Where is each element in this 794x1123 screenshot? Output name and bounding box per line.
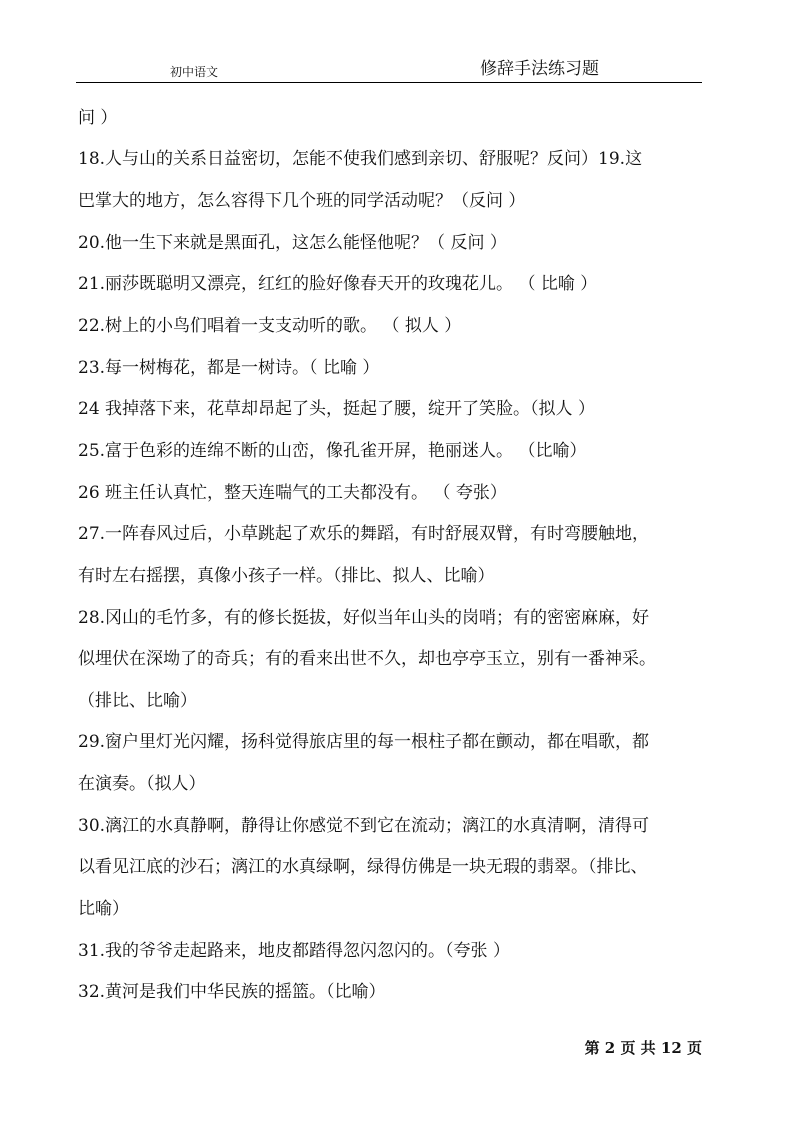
- text-line: 21.丽莎既聪明又漂亮，红红的脸好像春天开的玫瑰花儿。 （ 比喻 ）: [78, 274, 598, 294]
- text-line: 25.富于色彩的连绵不断的山峦，像孔雀开屏，艳丽迷人。 （比喻）: [78, 441, 587, 461]
- text-line: 30.漓江的水真静啊，静得让你感觉不到它在流动；漓江的水真清啊，清得可: [78, 816, 650, 836]
- text-line: 23.每一树梅花，都是一树诗。（ 比喻 ）: [78, 358, 380, 378]
- text-line: 问 ）: [78, 108, 118, 128]
- header-subject: 初中语文: [170, 65, 219, 79]
- text-line: 巴掌大的地方，怎么容得下几个班的同学活动呢？（反问 ）: [78, 191, 526, 211]
- text-line: 似埋伏在深坳了的奇兵；有的看来出世不久，却也亭亭玉立，别有一番神采。: [78, 649, 656, 669]
- text-line: （排比、比喻）: [78, 691, 197, 711]
- text-line: 22.树上的小鸟们唱着一支支动听的歌。 （ 拟人 ）: [78, 316, 462, 336]
- text-line: 28.冈山的毛竹多，有的修长挺拔，好似当年山头的岗哨；有的密密麻麻，好: [78, 608, 650, 628]
- text-line: 29.窗户里灯光闪耀，扬科觉得旅店里的每一根柱子都在颤动，都在唱歌，都: [78, 732, 650, 752]
- text-line: 27.一阵春风过后，小草跳起了欢乐的舞蹈，有时舒展双臂，有时弯腰触地，: [78, 524, 650, 544]
- text-line: 31.我的爷爷走起路来，地皮都踏得忽闪忽闪的。（夸张 ）: [78, 941, 510, 961]
- text-line: 以看见江底的沙石；漓江的水真绿啊，绿得仿佛是一块无瑕的翡翠。（排比、: [78, 857, 648, 877]
- page-number: 第 2 页 共 12 页: [584, 1039, 702, 1057]
- header-title: 修辞手法练习题: [480, 59, 599, 79]
- header-divider: [76, 82, 702, 83]
- text-line: 有时左右摇摆，真像小孩子一样。（排比、拟人、比喻）: [78, 566, 495, 586]
- text-line: 比喻）: [78, 899, 129, 919]
- text-line: 24 我掉落下来，花草却昂起了头，挺起了腰，绽开了笑脸。（拟人 ）: [78, 399, 595, 419]
- text-line: 20.他一生下来就是黑面孔，这怎么能怪他呢？（ 反问 ）: [78, 233, 507, 253]
- text-line: 26 班主任认真忙，整天连喘气的工夫都没有。 （ 夸张）: [78, 483, 507, 503]
- text-line: 在演奏。（拟人）: [78, 774, 206, 794]
- text-line: 32.黄河是我们中华民族的摇篮。（比喻）: [78, 982, 386, 1002]
- text-line: 18.人与山的关系日益密切，怎能不使我们感到亲切、舒服呢？反问）19.这: [78, 149, 643, 169]
